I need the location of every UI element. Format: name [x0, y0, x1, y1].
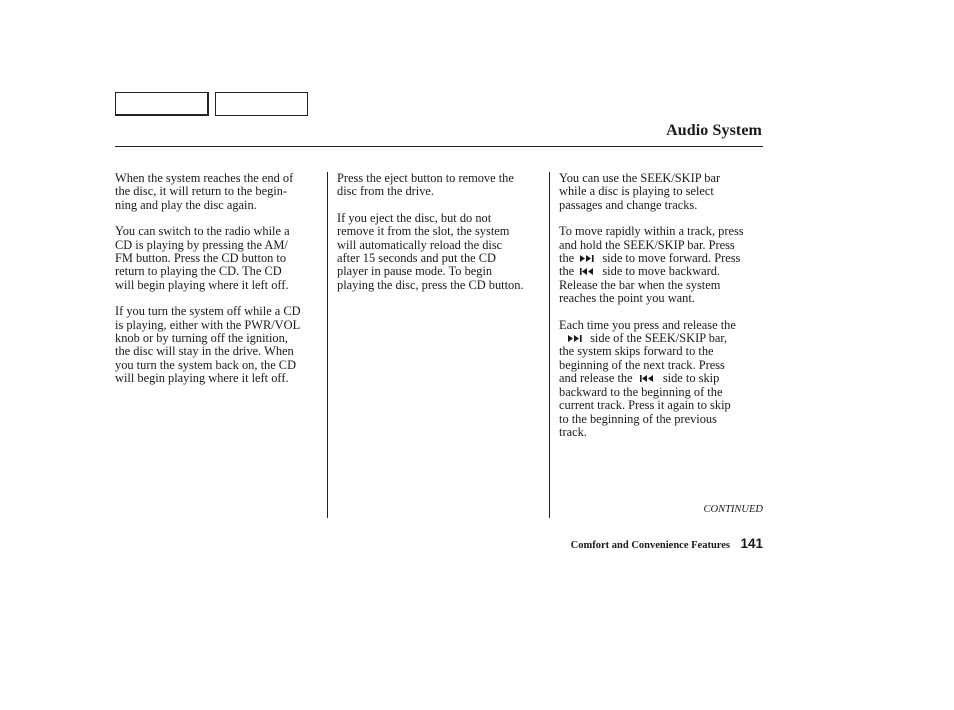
page-title: Audio System — [666, 122, 762, 139]
nav-tab-right[interactable] — [215, 92, 308, 116]
continued-label: CONTINUED — [703, 504, 763, 515]
column-3 — [559, 172, 765, 452]
header-rule — [115, 146, 763, 147]
paragraph: Each time you press and release the side of the SEEK/SKIP bar, the system skips forward to the beginning of the next track. Press and release the side to skip backward to the beginning of the current track. Press it again to skip to the beginning of the previous track. — [559, 317, 736, 439]
paragraph: If you eject the disc, but do not remove it from the slot, the system will automatically reload the disc after 15 seconds and put the CD player in pause mode. To begin playing the disc, press the CD button. — [337, 210, 524, 292]
column-1 — [115, 172, 321, 399]
page-number: 141 — [740, 536, 763, 551]
paragraph: Press the eject button to remove the disc from the drive. — [337, 171, 514, 199]
paragraph: You can switch to the radio while a CD is playing by pressing the AM/ FM button. Press the CD button to return to playing the CD. The CD will begin playing where it left off. — [115, 224, 290, 292]
column-2 — [337, 172, 543, 305]
column-divider-1 — [327, 172, 328, 518]
footer-section-title: Comfort and Convenience Features — [570, 540, 730, 551]
paragraph: To move rapidly within a track, press and hold the SEEK/SKIP bar. Press the side to move forward. Press the side to move backward. Release the bar when the system reaches the point you want. — [559, 224, 744, 306]
column-divider-2 — [549, 172, 550, 518]
nav-tab-left[interactable] — [115, 92, 209, 116]
paragraph: You can use the SEEK/SKIP bar while a disc is playing to select passages and change tracks. — [559, 171, 721, 212]
paragraph: If you turn the system off while a CD is playing, either with the PWR/VOL knob or by turning off the ignition, the disc will stay in the drive. When you turn the system back on, the CD will begin playing where it left off. — [115, 304, 301, 386]
skip-backward-icon — [577, 267, 599, 276]
paragraph: When the system reaches the end of the disc, it will return to the begin- ning and play the disc again. — [115, 171, 294, 212]
skip-forward-icon — [577, 254, 599, 263]
skip-backward-icon — [636, 374, 660, 383]
skip-forward-icon — [559, 334, 587, 343]
